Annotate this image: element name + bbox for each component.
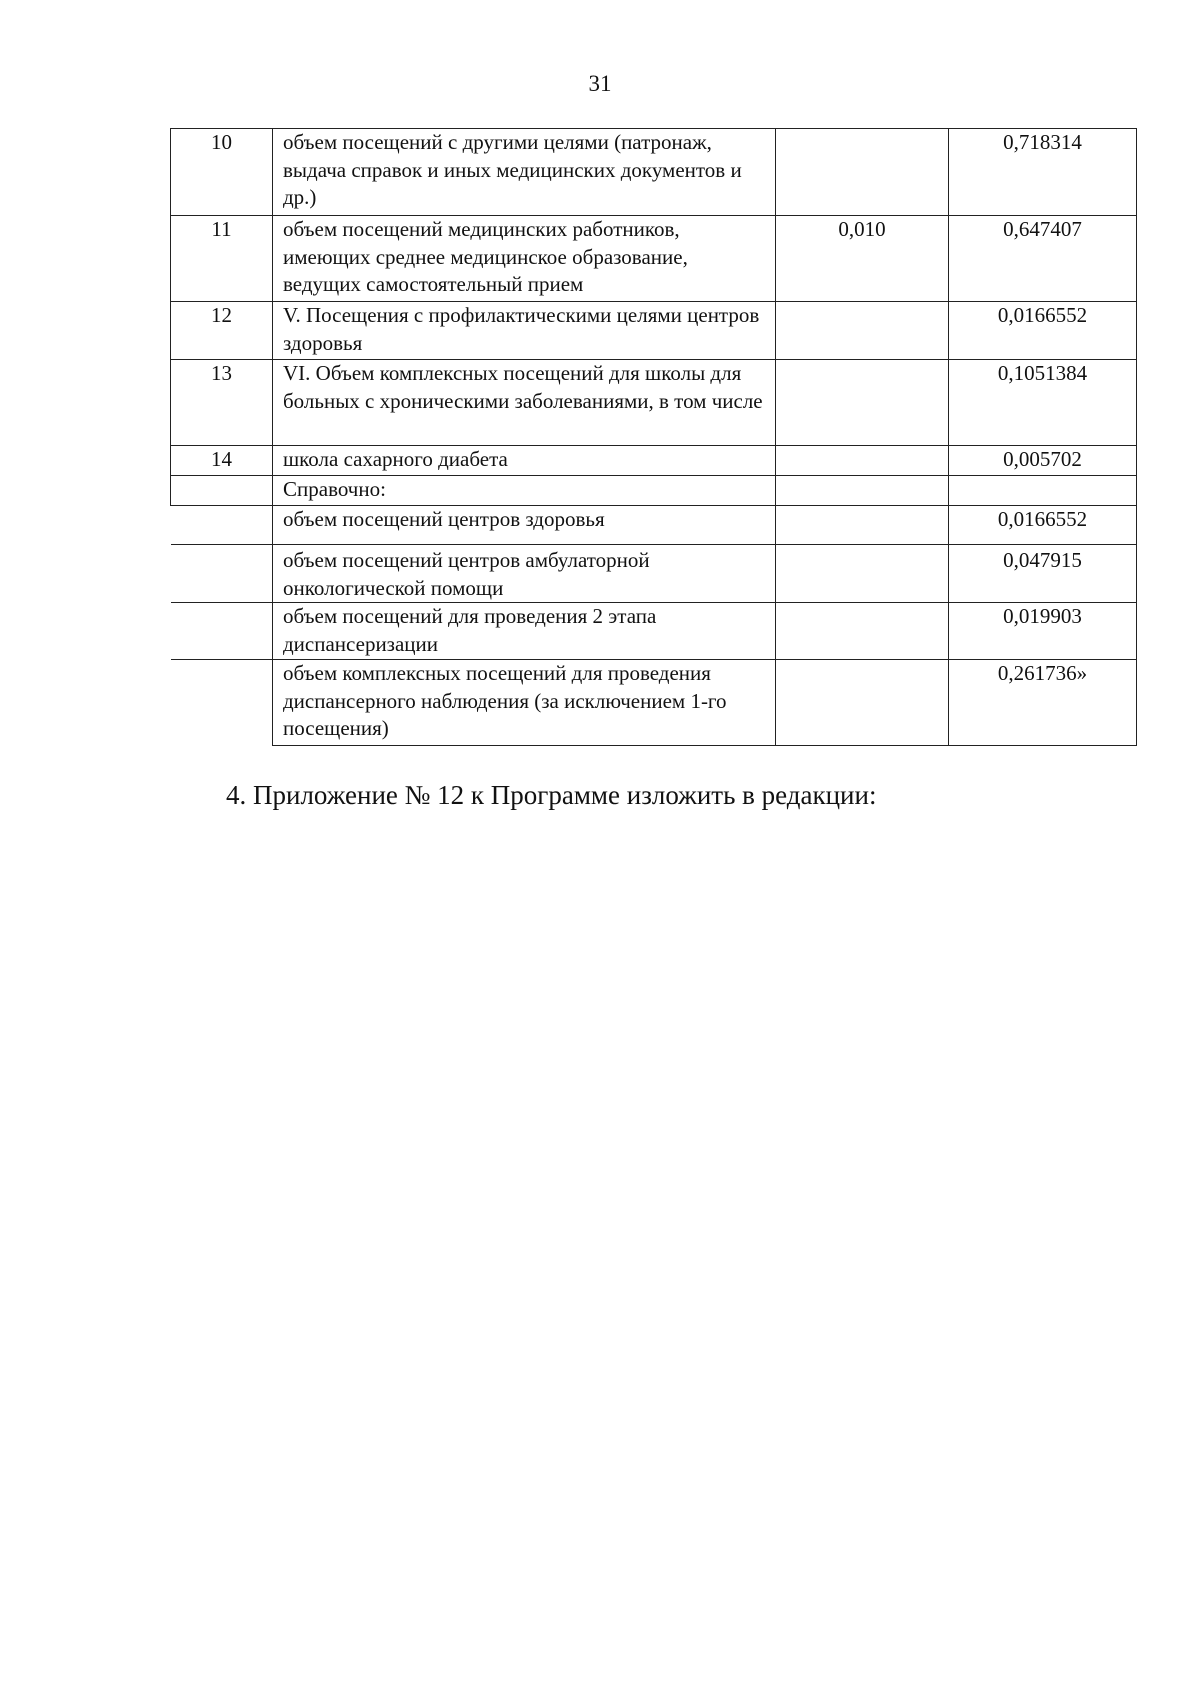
reference-row — [171, 660, 1137, 746]
row-value-1: 0,010 — [776, 216, 949, 302]
row-number: 12 — [171, 302, 273, 360]
row-number: 13 — [171, 360, 273, 446]
row-value-2 — [949, 476, 1137, 506]
row-value-2: 0,005702 — [949, 446, 1137, 476]
page-number: 31 — [588, 71, 612, 96]
reference-row — [171, 603, 1137, 660]
row-value-2: 0,0166552 — [949, 302, 1137, 360]
row-value-1 — [776, 506, 949, 545]
instruction-paragraph: 4. Приложение № 12 к Программе изложить в редакции: — [226, 780, 877, 810]
row-value-1 — [776, 476, 949, 506]
row-value-1 — [776, 302, 949, 360]
row-number: 11 — [171, 216, 273, 302]
table-row — [171, 476, 1137, 506]
row-value-1 — [776, 545, 949, 603]
row-name: объем посещений медицинских работников, имеющих среднее медицинское образование, ведущих самостоятельный прием — [273, 216, 776, 302]
table-row — [171, 360, 1137, 446]
row-value-2: 0,1051384 — [949, 360, 1137, 446]
row-number: 10 — [171, 129, 273, 216]
row-value-2: 0,261736» — [949, 660, 1137, 746]
blank-cell — [171, 506, 273, 545]
reference-row — [171, 545, 1137, 603]
reference-row — [171, 506, 1137, 545]
row-value-2: 0,718314 — [949, 129, 1137, 216]
blank-cell — [171, 545, 273, 603]
blank-cell — [171, 603, 273, 660]
row-value-1 — [776, 360, 949, 446]
row-name: объем посещений центров здоровья — [273, 506, 776, 545]
row-name: VI. Объем комплексных посещений для школы для больных с хроническими заболеваниями, в том числе — [273, 360, 776, 446]
row-name: объем комплексных посещений для проведения диспансерного наблюдения (за исключением 1-го посещения) — [273, 660, 776, 746]
row-name: школа сахарного диабета — [273, 446, 776, 476]
row-number — [171, 476, 273, 506]
row-value-1 — [776, 660, 949, 746]
row-name: объем посещений центров амбулаторной онкологической помощи — [273, 545, 776, 603]
blank-cell — [171, 660, 273, 746]
table-row — [171, 302, 1137, 360]
row-name: объем посещений с другими целями (патронаж, выдача справок и иных медицинских документов и др.) — [273, 129, 776, 216]
row-name: объем посещений для проведения 2 этапа диспансеризации — [273, 603, 776, 660]
volume-table — [170, 128, 1137, 746]
row-value-1 — [776, 603, 949, 660]
table-row — [171, 446, 1137, 476]
row-number: 14 — [171, 446, 273, 476]
row-value-1 — [776, 129, 949, 216]
row-name: V. Посещения с профилактическими целями центров здоровья — [273, 302, 776, 360]
row-value-2: 0,047915 — [949, 545, 1137, 603]
table-row — [171, 129, 1137, 216]
reference-heading: Справочно: — [273, 476, 776, 506]
row-value-2: 0,019903 — [949, 603, 1137, 660]
table-row — [171, 216, 1137, 302]
row-value-2: 0,647407 — [949, 216, 1137, 302]
row-value-2: 0,0166552 — [949, 506, 1137, 545]
row-value-1 — [776, 446, 949, 476]
